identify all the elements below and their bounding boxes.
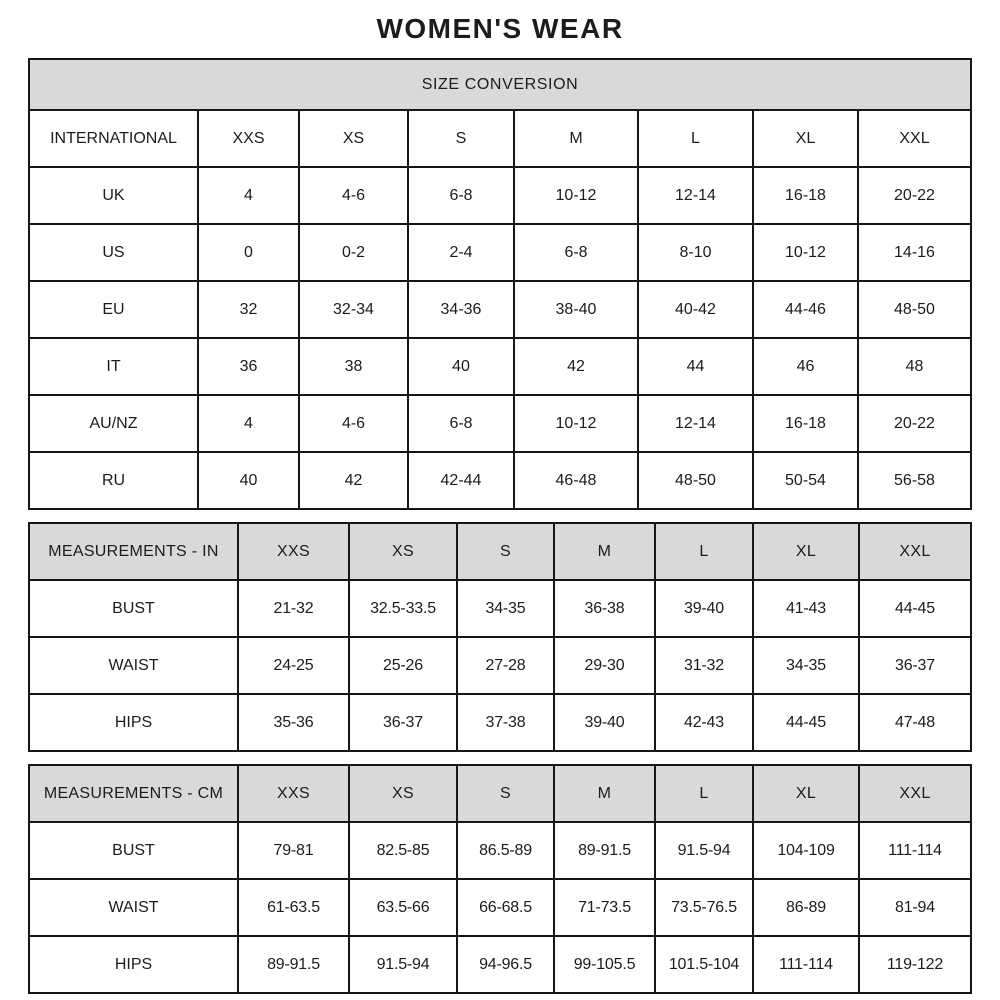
col-header-xxs: XXS <box>238 523 349 580</box>
cell-value: 39-40 <box>655 580 753 637</box>
cell-value: 40 <box>408 338 514 395</box>
cell-value: 10-12 <box>753 224 858 281</box>
cell-value: 16-18 <box>753 167 858 224</box>
cell-value: 111-114 <box>753 936 859 993</box>
measurements-in-header-row <box>29 523 971 580</box>
cell-value: 10-12 <box>514 395 638 452</box>
cell-value: 46 <box>753 338 858 395</box>
cell-value: 36-37 <box>859 637 971 694</box>
row-label-bust: BUST <box>29 822 238 879</box>
size-conversion-table <box>28 58 972 510</box>
cell-value: 40 <box>198 452 299 509</box>
cell-value: 39-40 <box>554 694 655 751</box>
cell-value: 42-44 <box>408 452 514 509</box>
cell-value: 10-12 <box>514 167 638 224</box>
cell-value: 20-22 <box>858 395 971 452</box>
cell-value: 0-2 <box>299 224 408 281</box>
col-header-xxl: XXL <box>858 110 971 167</box>
table-row-hips-cm <box>29 936 971 993</box>
col-header-xxs: XXS <box>238 765 349 822</box>
cell-value: 40-42 <box>638 281 753 338</box>
cell-value: 94-96.5 <box>457 936 554 993</box>
col-header-m: M <box>514 110 638 167</box>
cell-value: 27-28 <box>457 637 554 694</box>
cell-value: 86-89 <box>753 879 859 936</box>
measurements-cm-title: MEASUREMENTS - CM <box>29 765 238 822</box>
cell-value: 44-46 <box>753 281 858 338</box>
cell-value: 41-43 <box>753 580 859 637</box>
cell-value: 46-48 <box>514 452 638 509</box>
table-row-waist-in <box>29 637 971 694</box>
cell-value: 42 <box>299 452 408 509</box>
cell-value: 6-8 <box>514 224 638 281</box>
cell-value: 0 <box>198 224 299 281</box>
row-label-ru: RU <box>29 452 198 509</box>
cell-value: 32.5-33.5 <box>349 580 457 637</box>
col-header-xl: XL <box>753 110 858 167</box>
row-label-hips: HIPS <box>29 694 238 751</box>
cell-value: 44-45 <box>753 694 859 751</box>
cell-value: 37-38 <box>457 694 554 751</box>
cell-value: 44-45 <box>859 580 971 637</box>
cell-value: 4-6 <box>299 167 408 224</box>
col-header-s: S <box>457 523 554 580</box>
cell-value: 38 <box>299 338 408 395</box>
cell-value: 6-8 <box>408 395 514 452</box>
cell-value: 34-36 <box>408 281 514 338</box>
measurements-in-title: MEASUREMENTS - IN <box>29 523 238 580</box>
row-label-us: US <box>29 224 198 281</box>
cell-value: 99-105.5 <box>554 936 655 993</box>
cell-value: 42 <box>514 338 638 395</box>
row-label-eu: EU <box>29 281 198 338</box>
cell-value: 44 <box>638 338 753 395</box>
measurements-cm-table <box>28 764 972 994</box>
cell-value: 36 <box>198 338 299 395</box>
col-header-s: S <box>457 765 554 822</box>
cell-value: 36-38 <box>554 580 655 637</box>
cell-value: 21-32 <box>238 580 349 637</box>
cell-value: 66-68.5 <box>457 879 554 936</box>
cell-value: 119-122 <box>859 936 971 993</box>
table-row-bust-cm <box>29 822 971 879</box>
cell-value: 47-48 <box>859 694 971 751</box>
cell-value: 25-26 <box>349 637 457 694</box>
col-header-xs: XS <box>299 110 408 167</box>
size-conversion-header-row <box>29 59 971 110</box>
cell-value: 31-32 <box>655 637 753 694</box>
col-header-s: S <box>408 110 514 167</box>
cell-value: 14-16 <box>858 224 971 281</box>
col-header-xxl: XXL <box>859 523 971 580</box>
table-row-it <box>29 338 971 395</box>
col-header-xxl: XXL <box>859 765 971 822</box>
table-row-us <box>29 224 971 281</box>
col-header-m: M <box>554 523 655 580</box>
col-header-xl: XL <box>753 765 859 822</box>
cell-value: 101.5-104 <box>655 936 753 993</box>
cell-value: 82.5-85 <box>349 822 457 879</box>
table-row-uk <box>29 167 971 224</box>
cell-value: 32-34 <box>299 281 408 338</box>
row-label-bust: BUST <box>29 580 238 637</box>
table-row-hips-in <box>29 694 971 751</box>
col-header-international: INTERNATIONAL <box>29 110 198 167</box>
measurements-cm-header-row <box>29 765 971 822</box>
cell-value: 48-50 <box>638 452 753 509</box>
table-row-aunz <box>29 395 971 452</box>
cell-value: 81-94 <box>859 879 971 936</box>
size-conversion-title: SIZE CONVERSION <box>29 59 971 110</box>
measurements-in-table <box>28 522 972 752</box>
cell-value: 16-18 <box>753 395 858 452</box>
size-conversion-columns-row <box>29 110 971 167</box>
cell-value: 34-35 <box>457 580 554 637</box>
table-row-waist-cm <box>29 879 971 936</box>
table-row-ru <box>29 452 971 509</box>
cell-value: 48 <box>858 338 971 395</box>
cell-value: 104-109 <box>753 822 859 879</box>
row-label-waist: WAIST <box>29 637 238 694</box>
cell-value: 71-73.5 <box>554 879 655 936</box>
cell-value: 12-14 <box>638 395 753 452</box>
cell-value: 56-58 <box>858 452 971 509</box>
cell-value: 2-4 <box>408 224 514 281</box>
cell-value: 79-81 <box>238 822 349 879</box>
cell-value: 32 <box>198 281 299 338</box>
cell-value: 86.5-89 <box>457 822 554 879</box>
col-header-l: L <box>655 765 753 822</box>
cell-value: 89-91.5 <box>554 822 655 879</box>
cell-value: 24-25 <box>238 637 349 694</box>
cell-value: 38-40 <box>514 281 638 338</box>
cell-value: 4 <box>198 395 299 452</box>
cell-value: 91.5-94 <box>349 936 457 993</box>
col-header-xs: XS <box>349 765 457 822</box>
cell-value: 36-37 <box>349 694 457 751</box>
col-header-l: L <box>638 110 753 167</box>
row-label-aunz: AU/NZ <box>29 395 198 452</box>
cell-value: 8-10 <box>638 224 753 281</box>
cell-value: 91.5-94 <box>655 822 753 879</box>
cell-value: 4-6 <box>299 395 408 452</box>
row-label-uk: UK <box>29 167 198 224</box>
cell-value: 50-54 <box>753 452 858 509</box>
cell-value: 73.5-76.5 <box>655 879 753 936</box>
table-row-eu <box>29 281 971 338</box>
cell-value: 29-30 <box>554 637 655 694</box>
cell-value: 42-43 <box>655 694 753 751</box>
col-header-l: L <box>655 523 753 580</box>
cell-value: 63.5-66 <box>349 879 457 936</box>
cell-value: 6-8 <box>408 167 514 224</box>
cell-value: 89-91.5 <box>238 936 349 993</box>
cell-value: 35-36 <box>238 694 349 751</box>
cell-value: 48-50 <box>858 281 971 338</box>
cell-value: 61-63.5 <box>238 879 349 936</box>
page-title: WOMEN'S WEAR <box>376 13 624 44</box>
cell-value: 20-22 <box>858 167 971 224</box>
col-header-xs: XS <box>349 523 457 580</box>
cell-value: 12-14 <box>638 167 753 224</box>
row-label-hips: HIPS <box>29 936 238 993</box>
cell-value: 34-35 <box>753 637 859 694</box>
row-label-it: IT <box>29 338 198 395</box>
col-header-m: M <box>554 765 655 822</box>
cell-value: 4 <box>198 167 299 224</box>
row-label-waist: WAIST <box>29 879 238 936</box>
cell-value: 111-114 <box>859 822 971 879</box>
col-header-xl: XL <box>753 523 859 580</box>
table-row-bust-in <box>29 580 971 637</box>
col-header-xxs: XXS <box>198 110 299 167</box>
